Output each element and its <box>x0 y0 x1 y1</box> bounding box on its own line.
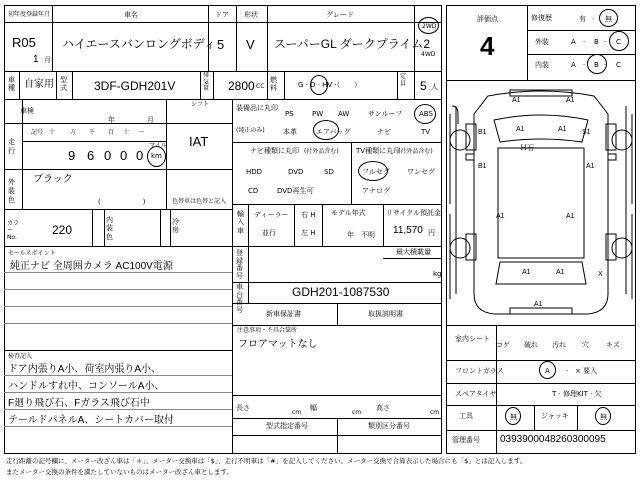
import-label: 輸入車 <box>237 210 244 235</box>
score-value: 4 <box>480 31 495 61</box>
inspector-note-line: ドア内張りA小、荷室内張りA小、 <box>8 364 162 375</box>
windshield-value: A <box>545 367 550 375</box>
rule <box>446 360 636 361</box>
jack-value: 無 <box>600 413 607 421</box>
damage-mark: A1 <box>566 97 575 104</box>
spare-tire-options: T · 修理KIT · 欠 <box>552 390 602 398</box>
equip-tv: TV <box>421 128 431 136</box>
equip-aw: AW <box>338 110 350 118</box>
circle-mark <box>414 104 436 124</box>
circle-mark <box>418 17 439 34</box>
rule <box>232 246 442 247</box>
sheet-option: コゲ <box>496 341 510 349</box>
parallel-label: 並行 <box>262 229 276 237</box>
circle-mark <box>609 31 629 51</box>
height-label: 高さ <box>376 404 390 412</box>
footer-note-1: 走行距離の記号欄に、メーター改ざん車は「＊」、メーター交換車は「$」、走行不明車は「#」を記入してください。メーター交換で合算表示した場合にも「$」とは記入します。 <box>6 457 527 465</box>
shift-label: シフト <box>191 101 210 108</box>
type-cert-label: 型式指定番号 <box>266 422 308 430</box>
rule <box>248 246 249 303</box>
mileage-unit-header: 千 <box>89 129 96 136</box>
tv-type-label: TV種類に丸印 <box>356 147 401 155</box>
chassis-value: GDH201-1087530 <box>292 285 390 299</box>
warranty-label: 新車保証書 <box>266 310 301 318</box>
mileage-unit-header: 十 <box>49 129 56 136</box>
manual-label: 取扱説明書 <box>368 310 403 318</box>
model-year-value: 年 不明 <box>347 231 375 239</box>
equipment-label: 装備品に丸印 <box>236 104 278 112</box>
damage-mark: A1 <box>566 213 575 220</box>
interior-b: B <box>594 61 599 69</box>
right-hand: 右 H <box>301 211 316 219</box>
damage-mark: A1 <box>558 126 567 133</box>
mileage-digit: 9 <box>68 148 76 163</box>
rule <box>267 71 268 99</box>
rule <box>446 405 636 406</box>
drive-2wd: 2WD <box>422 23 437 30</box>
repair-yes: 有 <box>579 15 586 23</box>
nav-dvd-play: DVD再生可 <box>277 187 314 195</box>
damage-mark: Ｈ石 <box>520 145 534 152</box>
rule <box>294 204 295 246</box>
recycle-label: リサイクル預託金 <box>386 209 442 217</box>
damage-mark: A1 <box>534 301 543 308</box>
doors-value: 5 <box>217 37 225 52</box>
mileage-digit: 0 <box>136 148 144 163</box>
score-label: 評価点 <box>477 15 498 23</box>
rule <box>56 71 57 99</box>
model-label: 型式 <box>60 76 67 93</box>
car-name-label: 車名 <box>124 11 138 19</box>
cooling-label: 冷房 <box>172 218 179 235</box>
max-load-label: 最大積載量 <box>396 248 431 256</box>
car-name-value: ハイエースバンロングボディ <box>62 37 216 51</box>
sep: · <box>583 61 586 69</box>
sheet-option: 汚れ <box>552 341 566 349</box>
rule <box>351 142 352 204</box>
tv-type-sub: (社外品含む) <box>398 148 433 155</box>
equip-ps: PS <box>285 110 294 118</box>
month-unit: 月 <box>44 56 51 64</box>
length-cm: cm <box>292 409 302 416</box>
shape-label: 形状 <box>244 11 258 19</box>
grade-label: グレード <box>326 11 354 19</box>
rule <box>52 5 53 71</box>
sheet-option: 破れ <box>524 341 538 349</box>
rule <box>4 71 442 72</box>
damage-mark: A1 <box>586 163 595 170</box>
mileage-unit-header: 百 <box>108 129 115 136</box>
equip-airbag: エアバッグ <box>316 128 351 136</box>
tools-value: 無 <box>510 413 517 421</box>
mileage-digit: 6 <box>87 148 95 163</box>
repair-label: 修復歴 <box>531 14 552 22</box>
equipment-sublabel: (純正のみ) <box>236 127 265 134</box>
rule <box>4 169 232 170</box>
tv-analog: アナログ <box>362 187 390 195</box>
color-no-value: 220 <box>52 223 73 237</box>
damage-mark: A1 <box>516 126 525 133</box>
sheet-option: キズ <box>606 341 620 349</box>
rule <box>4 409 232 410</box>
person-unit: 人 <box>431 83 438 91</box>
rule <box>4 272 232 273</box>
exterior-label: 外装 <box>535 38 549 46</box>
windshield-change: × 要入 <box>575 367 598 375</box>
circle-mark <box>595 407 611 425</box>
damage-mark: A1 <box>522 269 531 276</box>
rule <box>534 405 535 430</box>
exterior-b: B <box>594 38 599 46</box>
rule <box>267 5 268 71</box>
width-cm: cm <box>352 409 362 416</box>
tv-fullseg: フルセグ <box>362 168 390 176</box>
nav-sd: SD <box>324 168 334 176</box>
mile-label: マイル <box>149 142 167 149</box>
rule <box>200 71 201 99</box>
interior-color-label: 内装色 <box>106 216 113 241</box>
circle-mark <box>599 9 618 27</box>
color-note: 色替車は色替と記入 <box>172 198 227 205</box>
damage-mark: B1 <box>478 163 487 170</box>
rule <box>4 123 232 124</box>
tools-label: 工具 <box>459 412 473 420</box>
left-hand: 左 H <box>301 229 316 237</box>
rule <box>19 71 20 99</box>
circle-mark <box>147 146 166 167</box>
rule <box>72 71 73 99</box>
kg-unit: kg <box>433 270 442 278</box>
interior-c: C <box>616 61 621 69</box>
notes-section-value: フロアマットなし <box>238 339 318 350</box>
repair-sep: · <box>592 15 595 23</box>
drive-4wd: 4WD <box>421 51 436 58</box>
jack-label: ジャッキ <box>541 412 569 420</box>
equip-navi: ナビ <box>377 128 391 136</box>
mileage-unit-header: 十 <box>123 129 130 136</box>
category-no-label: 類別区分番号 <box>368 422 410 430</box>
rule <box>236 5 237 71</box>
rule <box>4 375 232 376</box>
sep: · <box>583 38 586 46</box>
interior-a: A <box>571 61 576 69</box>
mileage-unit-header: 一 <box>138 129 145 136</box>
category-value: 自家用 <box>24 79 54 90</box>
nav-type-label: ナビ種類に丸印 <box>250 147 299 155</box>
rule <box>232 204 442 205</box>
rule <box>446 383 636 384</box>
model-year-label: モデル年式 <box>331 209 366 217</box>
color-value: ブラック <box>33 174 73 185</box>
fuel-options: G · D · HV ·（ ） <box>298 81 362 89</box>
grade-value: スーパーGL ダークプライム2 <box>274 37 431 51</box>
rule <box>4 22 442 23</box>
capacity-label: 定員 <box>400 73 407 87</box>
rule <box>446 430 636 431</box>
inspection-label: 車検 <box>20 107 34 115</box>
footer-note-2: またメーター交換の条件を満たしていないものはメーター改ざん車とします。 <box>6 468 233 476</box>
rule <box>4 306 232 307</box>
plate-label: 登録番号 <box>236 249 243 281</box>
rule <box>22 141 166 142</box>
circle-mark <box>587 54 607 74</box>
rule <box>577 405 578 430</box>
rule <box>248 204 249 246</box>
rule <box>4 209 232 210</box>
rule <box>232 142 442 143</box>
dealer-label: ディーラー <box>254 211 289 219</box>
km-label: km <box>151 152 162 160</box>
circle-mark <box>313 120 339 140</box>
inspection-year-unit: 年 <box>108 116 115 124</box>
shape-value: V <box>246 37 255 52</box>
exterior-c: C <box>616 38 621 46</box>
rule <box>383 258 442 259</box>
equip-abs: ABS <box>419 110 433 118</box>
rule <box>166 99 167 209</box>
windshield-label: フロントガラス <box>455 367 504 375</box>
equip-pw: PW <box>312 110 324 118</box>
circle-mark <box>310 75 328 95</box>
tv-oneseg: ワンセグ <box>407 168 435 176</box>
sales-point-label: セールスポイント <box>8 250 56 257</box>
rule <box>213 71 214 99</box>
color-no-label: カラーNo. <box>7 220 20 242</box>
inspector-notes-label: 検査記入 <box>8 353 33 360</box>
rule <box>4 246 232 247</box>
rule <box>92 209 93 246</box>
circle-mark <box>505 407 521 425</box>
circle-mark <box>539 361 556 379</box>
rule <box>446 325 636 326</box>
rule <box>104 209 105 246</box>
mileage-unit-header: 記号 <box>31 129 44 136</box>
width-label: 幅 <box>310 404 317 412</box>
notes-section-label: 注意事項・不具合箇所 <box>237 327 298 334</box>
rule <box>4 350 232 351</box>
inspector-note-line: ハンドルすれ中、コンソールA小、 <box>8 381 165 392</box>
shift-value: IAT <box>189 134 209 149</box>
recycle-value: 11,570 <box>393 225 423 236</box>
nav-hdd: HDD <box>246 168 263 176</box>
damage-mark: S1 <box>582 129 591 136</box>
car-damage-diagram <box>448 84 634 322</box>
mileage-digit: 0 <box>104 148 112 163</box>
interior-label: 内装 <box>535 61 549 69</box>
damage-mark: A1 <box>512 97 521 104</box>
displacement-value: 2800 <box>228 79 255 93</box>
chassis-label: 車台番号 <box>236 283 243 315</box>
color-note-paren: ( ) <box>98 198 146 206</box>
inspection-month-unit: 月 <box>147 116 154 124</box>
mileage-digit: 0 <box>120 148 128 163</box>
damage-mark: B1 <box>478 129 487 136</box>
reg-year-label: 初年度登録年月 <box>8 11 51 18</box>
nav-dvd: DVD <box>288 168 304 176</box>
rule <box>322 204 323 246</box>
rule <box>170 209 171 246</box>
rule <box>446 80 636 81</box>
damage-mark: A1 <box>556 269 565 276</box>
cc-unit: CC <box>256 83 265 90</box>
displacement-label: 排気量 <box>203 72 210 93</box>
rule <box>4 426 232 427</box>
rule <box>22 99 23 209</box>
sep: · <box>566 367 569 375</box>
sheet-option: 穴 <box>582 341 589 349</box>
color-label: 外装色 <box>8 178 15 205</box>
rule <box>4 99 442 100</box>
inspector-note-line: F廻り飛び石、Fガラス飛び石中 <box>8 398 150 409</box>
equip-sunroof: サンルーフ <box>368 110 403 118</box>
room-sheet-label: 室内シート <box>455 335 490 343</box>
rule <box>232 325 442 326</box>
rule <box>4 289 232 290</box>
equip-leather: 本革 <box>283 128 297 136</box>
fuel-label: 燃料 <box>270 76 277 93</box>
nav-cd: CD <box>248 187 259 195</box>
rule <box>284 71 285 99</box>
rule <box>232 99 233 454</box>
sales-point-value: 純正ナビ 全周囲カメラ AC100V電源 <box>10 261 173 272</box>
mileage-label: 走行 <box>8 138 15 156</box>
doors-label: ドア <box>215 11 229 19</box>
rule <box>4 323 232 324</box>
management-value: 0393900048260300095 <box>500 434 606 445</box>
nav-type-sub: (社外品含む) <box>304 148 339 155</box>
rule <box>383 204 384 246</box>
mileage-unit-header: 万 <box>70 129 77 136</box>
sep: · <box>604 38 607 46</box>
yen-unit: 円 <box>428 229 435 237</box>
reg-month-value: 1 <box>33 54 39 65</box>
model-value: 3DF-GDH201V <box>94 79 176 93</box>
length-label: 長さ <box>236 404 250 412</box>
damage-mark: A1 <box>496 213 505 220</box>
rule <box>232 395 442 396</box>
rule <box>527 54 636 55</box>
rule <box>397 71 398 99</box>
damage-mark: X <box>598 271 603 278</box>
rule <box>4 392 232 393</box>
management-label: 管理番号 <box>452 436 480 444</box>
rule <box>232 435 442 436</box>
spare-tire-label: スペアタイヤ <box>455 390 497 398</box>
capacity-value: 5 <box>420 79 427 93</box>
repair-no: 無 <box>605 15 612 23</box>
circle-mark <box>358 161 388 181</box>
height-cm: cm <box>430 409 440 416</box>
sep: · <box>604 61 607 69</box>
rule <box>414 71 415 99</box>
rule <box>232 282 442 283</box>
rule <box>337 418 338 454</box>
rule <box>527 5 528 80</box>
inspector-note-line: テールドパネルA、シートカバー取付 <box>8 415 174 426</box>
exterior-a: A <box>571 38 576 46</box>
rule <box>337 303 338 325</box>
rule <box>160 209 161 246</box>
reg-year-value: R05 <box>12 35 36 50</box>
category-label: 車種 <box>8 76 15 93</box>
